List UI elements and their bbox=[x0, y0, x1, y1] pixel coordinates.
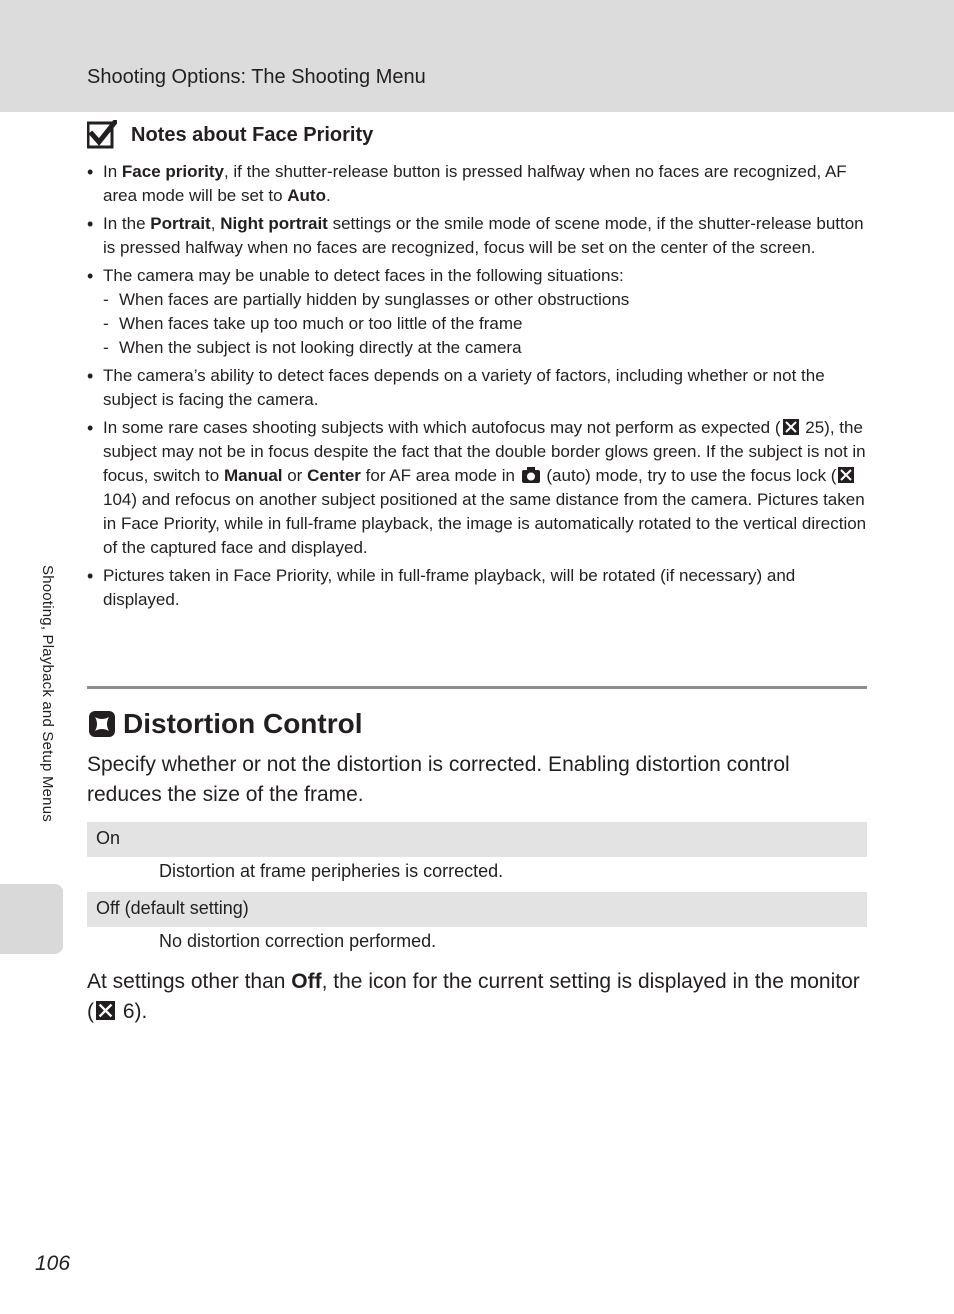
text: . bbox=[325, 186, 331, 205]
text: The camera may be unable to detect faces in the following situations: bbox=[103, 266, 624, 285]
list-item bbox=[87, 416, 867, 560]
notes-title: Notes about Face Priority bbox=[131, 123, 374, 146]
page-reference-icon bbox=[783, 419, 799, 435]
text: (auto) mode, try to use the focus lock ( bbox=[541, 466, 837, 485]
list-item bbox=[87, 212, 867, 260]
option-label: On bbox=[96, 828, 121, 848]
text: Pictures taken in Face Priority, while in full-frame playback, will be rotated (if necessary) and displayed. bbox=[103, 566, 796, 609]
sub-list-item: - When the subject is not looking directly at the camera bbox=[103, 336, 867, 360]
page-reference[interactable]: 104 bbox=[103, 490, 132, 509]
text: or bbox=[282, 466, 308, 485]
list-item bbox=[87, 160, 867, 208]
text: ). bbox=[134, 1000, 148, 1023]
header-band bbox=[0, 0, 954, 112]
face-priority-term: Face priority bbox=[121, 162, 224, 181]
sub-list-item: - When faces take up too much or too little of the frame bbox=[103, 312, 867, 336]
text: At settings other than bbox=[87, 970, 292, 993]
list-item bbox=[87, 264, 867, 360]
page-number: 106 bbox=[35, 1252, 71, 1275]
text: In the bbox=[103, 214, 151, 233]
manual-term: Manual bbox=[223, 466, 283, 485]
list-item bbox=[87, 564, 867, 612]
page-reference-icon bbox=[96, 1001, 115, 1020]
portrait-term: Portrait bbox=[150, 214, 211, 233]
notes-bullet-list bbox=[87, 160, 867, 616]
text: , if the shutter-release button is pressed halfway when no faces are recognized, AF area mode will be set to bbox=[103, 162, 847, 205]
text: for AF area mode in bbox=[360, 466, 520, 485]
side-tab-label: Shooting, Playback and Setup Menus bbox=[39, 565, 56, 822]
page-reference[interactable]: 6 bbox=[122, 1000, 135, 1023]
night-portrait-term: Night portrait bbox=[220, 214, 328, 233]
text: , the icon for the current setting is displayed in the monitor ( bbox=[87, 970, 860, 1023]
side-tab-marker bbox=[0, 884, 63, 954]
option-description: Distortion at frame peripheries is corrected. bbox=[159, 861, 504, 881]
checkmark-note-icon bbox=[87, 120, 117, 150]
distortion-control-icon bbox=[87, 709, 117, 739]
text: In bbox=[103, 162, 122, 181]
auto-mode-camera-icon bbox=[522, 467, 540, 483]
text: , bbox=[210, 214, 221, 233]
section-heading bbox=[87, 708, 363, 740]
center-term: Center bbox=[307, 466, 361, 485]
text: The camera’s ability to detect faces depends on a variety of factors, including whether or not the subject is facing the camera. bbox=[103, 366, 825, 409]
text: ), the subject may not be in focus despite the fact that the double border glows green. If the subject is not in focus, switch to bbox=[103, 418, 866, 485]
text: settings or the smile mode of scene mode, if the shutter-release button is pressed halfway when no faces are recognized, focus will be set on the center of the screen. bbox=[103, 214, 864, 257]
header-title: Shooting Options: The Shooting Menu bbox=[87, 66, 426, 88]
section-divider bbox=[87, 686, 867, 689]
text: ) and refocus on another subject positioned at the same distance from the camera. Pictures taken in Face Priority, while in full-frame playback, the image is automatically rotated to the vertical direction of the captured face and displayed. bbox=[103, 490, 867, 557]
section-intro: Specify whether or not the distortion is corrected. Enabling distortion control reduces the size of the frame. bbox=[87, 753, 790, 806]
section-title: Distortion Control bbox=[123, 708, 363, 739]
option-row-off bbox=[87, 892, 867, 927]
page-reference-icon bbox=[838, 467, 854, 483]
off-term: Off bbox=[291, 970, 322, 993]
option-description: No distortion correction performed. bbox=[159, 931, 437, 951]
page-reference[interactable]: 25 bbox=[805, 418, 825, 437]
notes-heading bbox=[87, 120, 373, 150]
auto-term: Auto bbox=[287, 186, 326, 205]
section-footer-note bbox=[87, 967, 867, 1027]
option-label: Off (default setting) bbox=[96, 898, 249, 918]
sub-list-item: - When faces are partially hidden by sunglasses or other obstructions bbox=[103, 288, 867, 312]
list-item bbox=[87, 364, 867, 412]
text: In some rare cases shooting subjects with which autofocus may not perform as expected ( bbox=[103, 418, 781, 437]
option-row-on bbox=[87, 822, 867, 857]
